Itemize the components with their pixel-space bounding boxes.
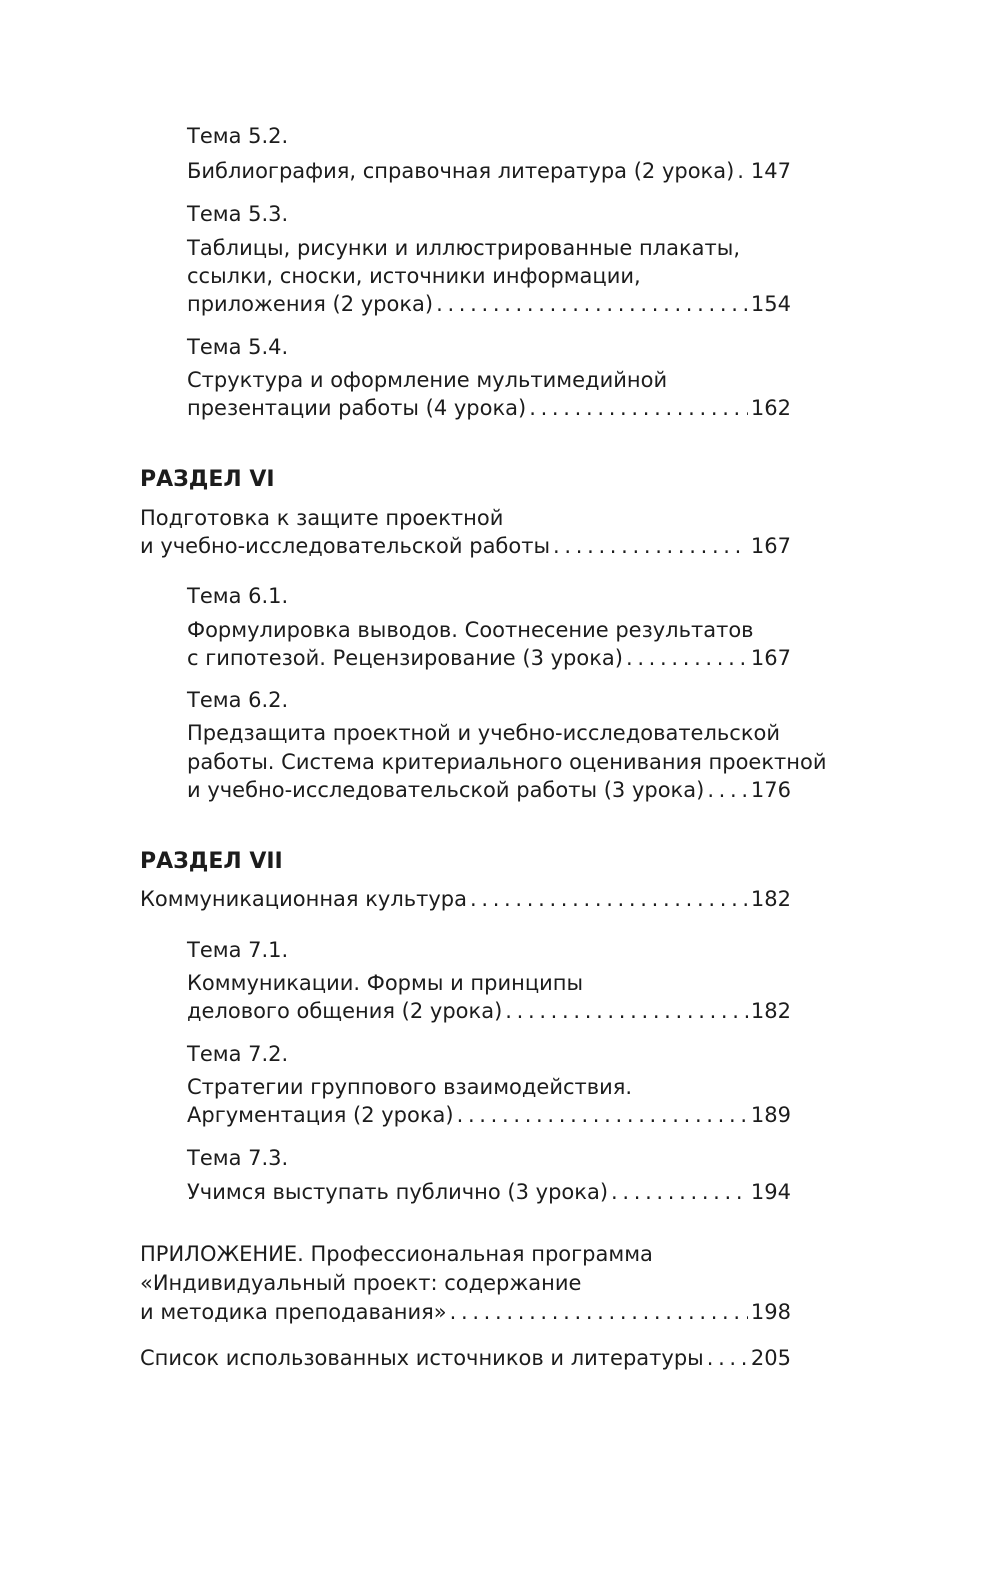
entry-title: с гипотезой. Рецензирование (3 урока) [187, 646, 623, 670]
section-heading: РАЗДЕЛ VII [140, 849, 283, 874]
page-number: 198 [750, 1300, 791, 1324]
page-number: 182 [750, 887, 791, 911]
topic-label: Тема 7.3. [187, 1146, 289, 1170]
page-number: 194 [750, 1180, 791, 1204]
entry-title: делового общения (2 урока) [187, 999, 503, 1023]
leader-dots [470, 885, 748, 913]
toc-entry-section-7[interactable] [140, 885, 791, 913]
entry-title: Список использованных источников и литературы [140, 1346, 704, 1370]
topic-label: Тема 6.2. [187, 688, 289, 712]
entry-title-line: Предзащита проектной и учебно-исследовательской [187, 721, 781, 745]
entry-title-line: Формулировка выводов. Соотнесение результатов [187, 618, 754, 642]
page-number: 176 [750, 778, 791, 802]
leader-dots [707, 776, 748, 804]
page-number: 189 [750, 1103, 791, 1127]
entry-title: и методика преподавания» [140, 1300, 447, 1324]
entry-title-line: Таблицы, рисунки и иллюстрированные плакаты, [187, 236, 741, 260]
section-heading: РАЗДЕЛ VI [140, 467, 275, 492]
toc-entry-5-2[interactable] [187, 157, 791, 185]
entry-title: Коммуникационная культура [140, 887, 467, 911]
page-number: 154 [750, 292, 791, 316]
entry-title: и учебно-исследовательской работы (3 урока) [187, 778, 705, 802]
topic-label: Тема 6.1. [187, 584, 289, 608]
entry-title: Аргументация (2 урока) [187, 1103, 454, 1127]
toc-entry-section-6[interactable] [140, 532, 791, 560]
leader-dots [436, 290, 748, 318]
entry-title: и учебно-исследовательской работы [140, 534, 551, 558]
entry-title-line: Коммуникации. Формы и принципы [187, 971, 584, 995]
page-number: 167 [750, 646, 791, 670]
entry-title-line: ссылки, сноски, источники информации, [187, 264, 641, 288]
entry-title: Библиография, справочная литература (2 урока) [187, 159, 735, 183]
leader-dots [529, 394, 748, 422]
leader-dots [737, 157, 748, 185]
entry-title: Учимся выступать публично (3 урока) [187, 1180, 609, 1204]
entry-title-line: Стратегии группового взаимодействия. [187, 1075, 633, 1099]
toc-entry-sources[interactable] [140, 1344, 791, 1372]
page-number: 147 [750, 159, 791, 183]
leader-dots [450, 1298, 748, 1326]
toc-entry-7-2[interactable] [187, 1101, 791, 1129]
entry-title-line: ПРИЛОЖЕНИЕ. Профессиональная программа [140, 1242, 653, 1266]
topic-label: Тема 5.4. [187, 335, 289, 359]
toc-entry-appendix[interactable] [140, 1298, 791, 1326]
page-number: 182 [750, 999, 791, 1023]
leader-dots [626, 644, 748, 672]
toc-entry-7-3[interactable] [187, 1178, 791, 1206]
toc-entry-6-1[interactable] [187, 644, 791, 672]
leader-dots [707, 1344, 748, 1372]
entry-title-line: «Индивидуальный проект: содержание [140, 1271, 582, 1295]
entry-title-line: Подготовка к защите проектной [140, 506, 504, 530]
topic-label: Тема 7.2. [187, 1042, 289, 1066]
topic-label: Тема 7.1. [187, 938, 289, 962]
toc-entry-7-1[interactable] [187, 997, 791, 1025]
entry-title-line: работы. Система критериального оценивания проектной [187, 750, 827, 774]
toc-entry-5-3[interactable] [187, 290, 791, 318]
toc-entry-6-2[interactable] [187, 776, 791, 804]
topic-label: Тема 5.3. [187, 202, 289, 226]
page-number: 167 [750, 534, 791, 558]
leader-dots [611, 1178, 748, 1206]
page-number: 205 [750, 1346, 791, 1370]
entry-title: приложения (2 урока) [187, 292, 434, 316]
leader-dots [505, 997, 748, 1025]
leader-dots [457, 1101, 748, 1129]
toc-entry-5-4[interactable] [187, 394, 791, 422]
entry-title-line: Структура и оформление мультимедийной [187, 368, 668, 392]
page-number: 162 [750, 396, 791, 420]
topic-label: Тема 5.2. [187, 124, 289, 148]
leader-dots [553, 532, 748, 560]
entry-title: презентации работы (4 урока) [187, 396, 527, 420]
